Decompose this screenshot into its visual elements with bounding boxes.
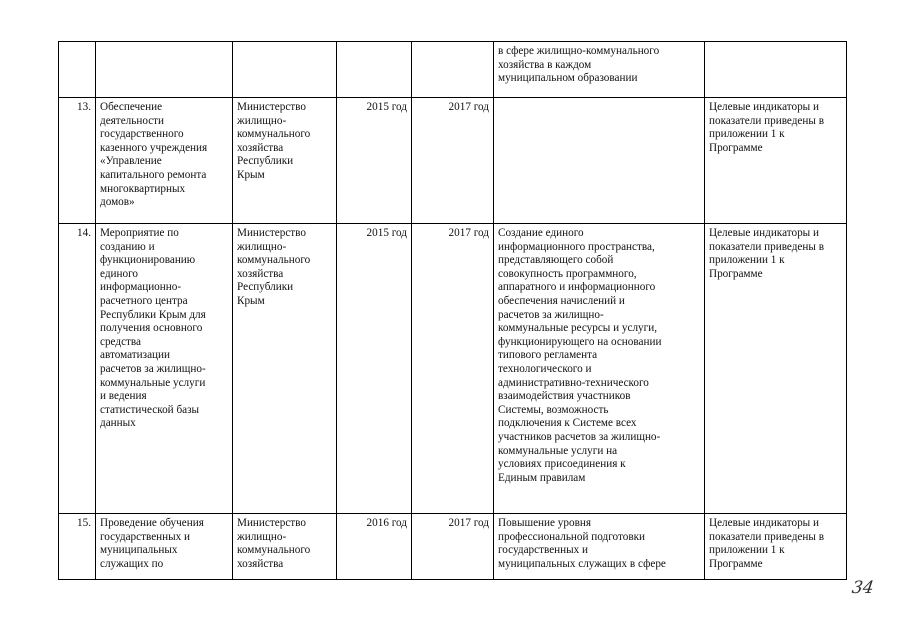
cell-end (412, 224, 494, 514)
cell-end (412, 98, 494, 224)
cell-line: взаимодействия участников (498, 390, 631, 403)
table-row (59, 224, 847, 514)
cell-line: приложении 1 к (709, 544, 785, 557)
cell-line: жилищно- (237, 114, 287, 127)
cell-line: коммунальные ресурсы и услуги, (498, 322, 658, 335)
cell-end (412, 42, 494, 98)
cell-text: 2017 год (448, 101, 489, 113)
cell-line: коммунальные услуги (100, 376, 206, 389)
cell-line: Единым правилам (498, 471, 586, 484)
cell-line: домов» (100, 196, 135, 209)
cell-line: функционирующего на основании (498, 335, 662, 348)
cell-num (59, 514, 96, 580)
cell-start (337, 42, 412, 98)
cell-line: единого (100, 267, 138, 280)
table-body (59, 42, 847, 580)
cell-line: Целевые индикаторы и (709, 517, 819, 529)
cell-line: Министерство (237, 517, 306, 529)
cell-text: 2016 год (366, 517, 407, 529)
cell-line: информационного пространства, (498, 240, 655, 253)
cell-line: обеспечения начислений и (498, 294, 625, 307)
cell-executor (233, 98, 337, 224)
cell-start (337, 514, 412, 580)
cell-start (337, 224, 412, 514)
cell-line: жилищно- (237, 530, 287, 543)
cell-line: служащих по (100, 557, 164, 570)
cell-line: хозяйства (237, 557, 284, 570)
cell-line: данных (100, 417, 136, 430)
cell-text: 2017 год (448, 517, 489, 529)
cell-line: Программе (709, 267, 763, 280)
cell-line: показатели приведены в (709, 530, 824, 543)
cell-line: государственных и (100, 530, 191, 543)
cell-line: Системы, возможность (498, 403, 609, 416)
cell-line: расчетов за жилищно- (498, 308, 604, 321)
program-activities-table (58, 41, 847, 580)
cell-line: созданию и (100, 240, 155, 253)
cell-line: многоквартирных (100, 182, 186, 195)
cell-line: Целевые индикаторы и (709, 227, 819, 239)
cell-line: Повышение уровня (498, 517, 591, 529)
cell-line: коммунальные услуги на (498, 444, 618, 457)
cell-line: коммунального (237, 544, 311, 557)
cell-line: коммунального (237, 128, 311, 141)
cell-result (494, 514, 705, 580)
cell-result (494, 98, 705, 224)
cell-line: показатели приведены в (709, 240, 824, 253)
cell-num (59, 224, 96, 514)
table-row (59, 42, 847, 98)
cell-indicators (705, 514, 847, 580)
cell-text: 2015 год (366, 227, 407, 239)
cell-line: коммунального (237, 254, 311, 267)
cell-line: расчетов за жилищно- (100, 362, 206, 375)
cell-executor (233, 514, 337, 580)
cell-line: Министерство (237, 101, 306, 113)
cell-line: хозяйства (237, 141, 284, 154)
cell-text: 2017 год (448, 227, 489, 239)
cell-line: информационно- (100, 281, 182, 294)
cell-executor (233, 224, 337, 514)
cell-text: 15. (77, 517, 91, 529)
cell-indicators (705, 98, 847, 224)
cell-line: капитального ремонта (100, 168, 207, 181)
cell-line: жилищно- (237, 240, 287, 253)
cell-line: Целевые индикаторы и (709, 101, 819, 113)
cell-line: расчетного центра (100, 294, 188, 307)
table-row (59, 514, 847, 580)
cell-line: Республики (237, 155, 294, 168)
cell-line: Республики Крым для (100, 308, 206, 321)
cell-result (494, 224, 705, 514)
cell-line: «Управление (100, 155, 162, 168)
cell-line: профессиональной подготовки (498, 530, 646, 543)
cell-line: Проведение обучения (100, 517, 204, 529)
cell-line: казенного учреждения (100, 141, 208, 154)
cell-line: государственных и (498, 544, 589, 557)
cell-line: муниципальном образовании (498, 72, 638, 85)
cell-text: 2015 год (366, 101, 407, 113)
cell-executor (233, 42, 337, 98)
cell-line: муниципальных (100, 544, 178, 557)
cell-line: технологического и (498, 362, 592, 375)
cell-line: получения основного (100, 322, 203, 335)
cell-line: показатели приведены в (709, 114, 824, 127)
cell-line: подключения к Системе всех (498, 417, 637, 430)
cell-line: хозяйства в каждом (498, 58, 592, 71)
cell-name (96, 514, 233, 580)
cell-indicators (705, 42, 847, 98)
cell-end (412, 514, 494, 580)
cell-line: административно-технического (498, 376, 649, 389)
cell-line: Программе (709, 141, 763, 154)
cell-line: Программе (709, 557, 763, 570)
cell-line: муниципальных служащих в сфере (498, 557, 666, 570)
cell-line: автоматизации (100, 349, 170, 362)
cell-line: Крым (237, 168, 265, 181)
cell-line: в сфере жилищно-коммунального (498, 45, 660, 57)
cell-line: статистической базы (100, 403, 200, 416)
cell-line: государственного (100, 128, 184, 141)
cell-text: 13. (77, 101, 91, 113)
cell-line: совокупность программного, (498, 267, 637, 280)
cell-line: представляющего собой (498, 254, 614, 267)
cell-line: Крым (237, 294, 265, 307)
cell-start (337, 98, 412, 224)
cell-line: приложении 1 к (709, 254, 785, 267)
cell-line: аппаратного и информационного (498, 281, 656, 294)
cell-line: типового регламента (498, 349, 598, 362)
cell-line: условиях присоединения к (498, 458, 626, 471)
cell-num (59, 98, 96, 224)
cell-result (494, 42, 705, 98)
cell-indicators (705, 224, 847, 514)
cell-name (96, 42, 233, 98)
cell-line: функционированию (100, 254, 196, 267)
cell-line: Мероприятие по (100, 227, 179, 239)
cell-line: Обеспечение (100, 101, 163, 113)
cell-line: средства (100, 335, 142, 348)
cell-line: приложении 1 к (709, 128, 785, 141)
page-number: 34 (850, 578, 876, 598)
cell-line: и ведения (100, 390, 147, 403)
cell-line: Республики (237, 281, 294, 294)
cell-name (96, 98, 233, 224)
cell-line: Создание единого (498, 227, 584, 239)
cell-line: хозяйства (237, 267, 284, 280)
table-row (59, 98, 847, 224)
cell-num (59, 42, 96, 98)
cell-name (96, 224, 233, 514)
cell-text: 14. (77, 227, 91, 239)
cell-line: участников расчетов за жилищно- (498, 430, 661, 443)
cell-line: деятельности (100, 114, 165, 127)
cell-line: Министерство (237, 227, 306, 239)
